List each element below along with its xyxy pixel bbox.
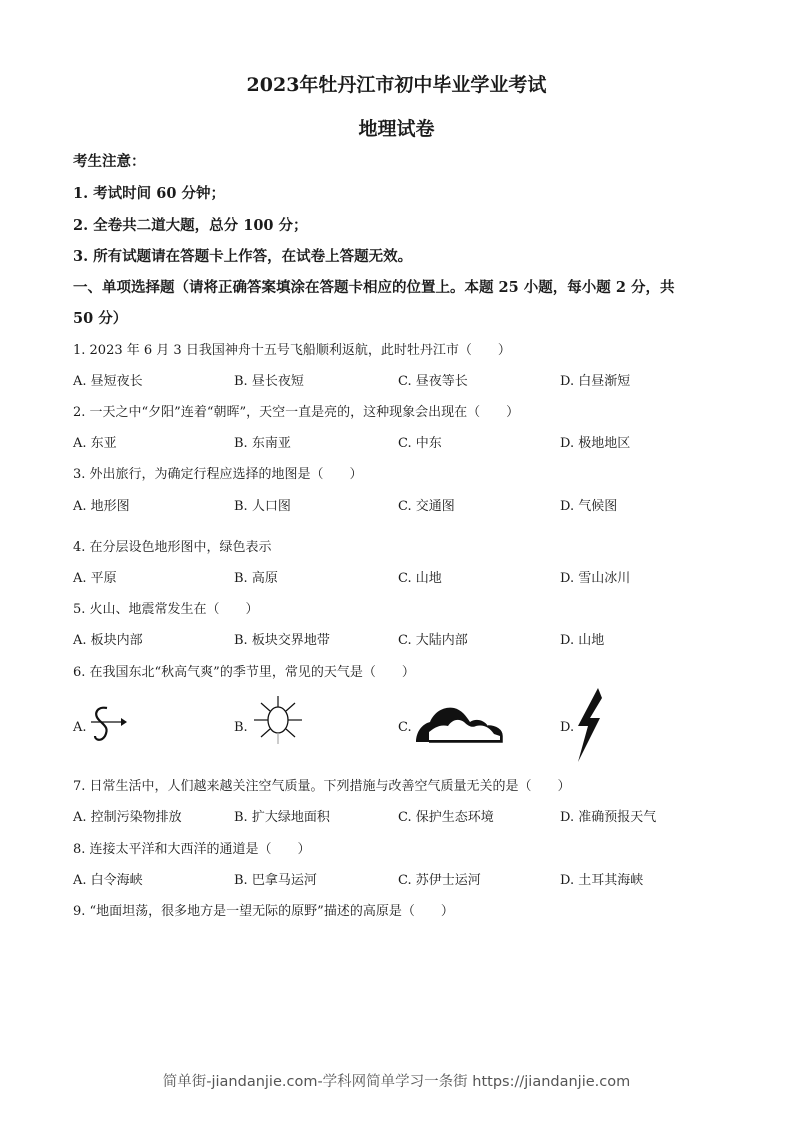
option-c: C. 大陆内部 xyxy=(398,633,468,648)
option-c: C. 山地 xyxy=(398,571,442,586)
option-b: B. 东南亚 xyxy=(234,436,291,451)
question-3-options xyxy=(73,495,753,515)
option-b xyxy=(234,688,354,768)
sunny-icon xyxy=(248,688,308,752)
option-d-label: D. xyxy=(560,720,575,735)
option-d: D. 白昼渐短 xyxy=(560,374,631,389)
exam-title: 2023年牡丹江市初中毕业学业考试 xyxy=(246,74,547,96)
option-b: B. 扩大绿地面积 xyxy=(234,810,330,825)
option-a-label: A. xyxy=(73,720,87,735)
question-5-options xyxy=(73,629,753,649)
option-b: B. 板块交界地带 xyxy=(234,633,330,648)
question-1-options xyxy=(73,370,753,390)
question-8: 8. 连接太平洋和大西洋的通道是（ ） xyxy=(73,842,311,857)
option-c xyxy=(398,688,518,768)
option-a: A. 昼短夜长 xyxy=(73,374,143,389)
option-b-label: B. xyxy=(234,720,248,735)
option-a: A. 地形图 xyxy=(73,499,130,514)
cloudy-icon xyxy=(414,700,504,746)
option-d xyxy=(560,688,640,768)
question-7: 7. 日常生活中，人们越来越关注空气质量。下列措施与改善空气质量无关的是（ ） xyxy=(73,779,571,794)
option-b: B. 巴拿马运河 xyxy=(234,873,317,888)
thunder-icon xyxy=(574,688,604,764)
option-a: A. 东亚 xyxy=(73,436,117,451)
notice-item: 2. 全卷共二道大题，总分 100 分； xyxy=(73,217,308,234)
question-3: 3. 外出旅行，为确定行程应选择的地图是（ ） xyxy=(73,467,363,482)
notice-item: 3. 所有试题请在答题卡上作答，在试卷上答题无效。 xyxy=(73,248,413,265)
section-heading-cont: 50 分） xyxy=(73,310,128,327)
sandstorm-icon xyxy=(87,700,127,748)
option-a: A. 平原 xyxy=(73,571,117,586)
question-4: 4. 在分层设色地形图中，绿色表示 xyxy=(73,540,272,555)
question-1: 1. 2023 年 6 月 3 日我国神舟十五号飞船顺利返航，此时牡丹江市（ ） xyxy=(73,343,511,358)
option-d: D. 土耳其海峡 xyxy=(560,873,644,888)
question-4-options xyxy=(73,567,753,587)
question-8-options xyxy=(73,869,753,889)
option-b: B. 昼长夜短 xyxy=(234,374,304,389)
question-6: 6. 在我国东北“秋高气爽”的季节里，常见的天气是（ ） xyxy=(73,665,415,680)
option-c: C. 中东 xyxy=(398,436,442,451)
option-d: D. 山地 xyxy=(560,633,605,648)
notice-heading: 考生注意： xyxy=(73,153,146,170)
option-c: C. 苏伊士运河 xyxy=(398,873,481,888)
option-d: D. 极地地区 xyxy=(560,436,631,451)
exam-subtitle: 地理试卷 xyxy=(358,118,435,140)
option-d: D. 雪山冰川 xyxy=(560,571,631,586)
question-2: 2. 一天之中“夕阳”连着“朝晖”，天空一直是亮的，这种现象会出现在（ ） xyxy=(73,405,520,420)
option-a: A. 板块内部 xyxy=(73,633,143,648)
option-b: B. 高原 xyxy=(234,571,278,586)
question-6-options xyxy=(73,688,753,768)
option-c: C. 保护生态环境 xyxy=(398,810,494,825)
question-7-options xyxy=(73,806,753,826)
option-a: A. 白令海峡 xyxy=(73,873,143,888)
option-a: A. 控制污染物排放 xyxy=(73,810,182,825)
option-b: B. 人口图 xyxy=(234,499,291,514)
option-a xyxy=(73,688,153,768)
option-c-label: C. xyxy=(398,720,412,735)
question-2-options xyxy=(73,432,753,452)
option-d: D. 准确预报天气 xyxy=(560,810,657,825)
footer-watermark: 简单街-jiandanjie.com-学科网简单学习一条街 https://jiandanjie.com xyxy=(162,1074,631,1090)
option-d: D. 气候图 xyxy=(560,499,618,514)
question-9: 9. “地面坦荡，很多地方是一望无际的原野”描述的高原是（ ） xyxy=(73,904,454,919)
option-c: C. 昼夜等长 xyxy=(398,374,468,389)
notice-item: 1. 考试时间 60 分钟； xyxy=(73,185,225,202)
section-heading: 一、单项选择题（请将正确答案填涂在答题卡相应的位置上。本题 25 小题，每小题 2 分，共 xyxy=(73,279,675,296)
question-5: 5. 火山、地震常发生在（ ） xyxy=(73,602,259,617)
option-c: C. 交通图 xyxy=(398,499,455,514)
